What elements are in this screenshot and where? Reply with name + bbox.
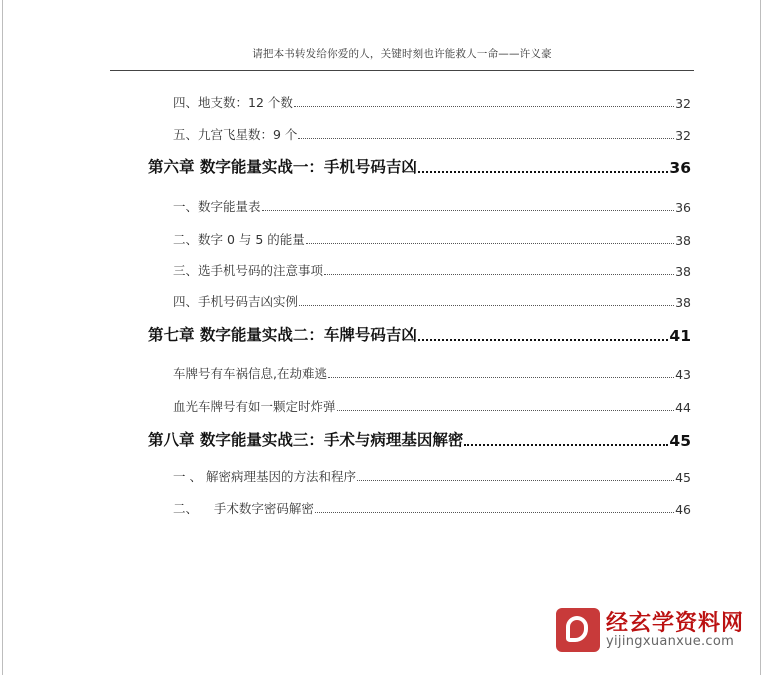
toc-entry-title: 第七章 数字能量实战二：车牌号码吉凶 [148,326,417,344]
toc-entry[interactable] [173,121,691,143]
toc-entry-title: 二、数字 0 与 5 的能量 [173,232,305,247]
toc-entry-title: 第六章 数字能量实战一：手机号码吉凶 [148,158,417,176]
toc-entry[interactable] [173,193,691,215]
toc-chapter-entry[interactable] [148,323,691,345]
toc-chapter-entry[interactable] [148,428,691,450]
toc-leader-dots [324,274,674,275]
toc-leader-dots [418,171,669,173]
toc-entry-page: 43 [675,367,691,382]
watermark-url: yijingxuanxue.com [606,633,735,649]
toc-leader-dots [328,377,674,378]
toc-entry-page: 44 [675,400,691,415]
toc-entry[interactable] [173,288,691,310]
toc-entry-page: 38 [675,264,691,279]
toc-entry[interactable] [173,226,691,248]
toc-entry-title: 四、手机号码吉凶实例 [173,294,299,309]
toc-entry[interactable] [173,393,691,415]
toc-entry-title: 二、 手术数字密码解密 [173,501,314,516]
toc-entry-title: 一、数字能量表 [173,199,261,214]
toc-entry-page: 45 [669,432,691,450]
toc-leader-dots [262,210,675,211]
page-border-left [2,0,3,675]
toc-entry-title: 一 、 解密病理基因的方法和程序 [173,469,356,484]
toc-entry[interactable] [173,257,691,279]
toc-leader-dots [299,305,674,306]
page-border-right [760,0,761,675]
toc-entry-title: 第八章 数字能量实战三：手术与病理基因解密 [148,431,464,449]
toc-entry-title: 三、选手机号码的注意事项 [173,263,324,278]
toc-leader-dots [357,480,674,481]
watermark-logo-icon [556,608,600,652]
toc-entry-page: 45 [675,470,691,485]
toc-entry[interactable] [173,495,691,517]
toc-leader-dots [464,444,668,446]
toc-entry-page: 32 [675,128,691,143]
toc-entry-page: 41 [669,327,691,345]
toc-leader-dots [337,410,675,411]
toc-entry-title: 四、地支数：12 个数 [173,95,293,110]
toc-entry[interactable] [173,360,691,382]
toc-entry-page: 38 [675,295,691,310]
toc-leader-dots [298,138,674,139]
toc-entry[interactable] [173,89,691,111]
toc-leader-dots [418,339,669,341]
site-watermark [556,605,746,655]
toc-entry-page: 36 [675,200,691,215]
toc-entry-title: 五、九宫飞星数：9 个 [173,127,298,142]
toc-entry-page: 38 [675,233,691,248]
toc-leader-dots [306,243,674,244]
toc-leader-dots [294,106,674,107]
toc-entry-title: 血光车牌号有如一颗定时炸弹 [173,399,336,414]
toc-entry-page: 46 [675,502,691,517]
watermark-site-name: 经玄学资料网 [606,610,745,636]
toc-entry-page: 36 [669,159,691,177]
toc-leader-dots [315,512,674,513]
toc-chapter-entry[interactable] [148,155,691,177]
toc-entry-page: 32 [675,96,691,111]
toc-entry[interactable] [173,463,691,485]
header-divider [110,70,694,71]
page-header: 请把本书转发给你爱的人，关键时刻也许能救人一命——许义豪 [252,48,552,60]
toc-entry-title: 车牌号有车祸信息,在劫难逃 [173,366,327,381]
